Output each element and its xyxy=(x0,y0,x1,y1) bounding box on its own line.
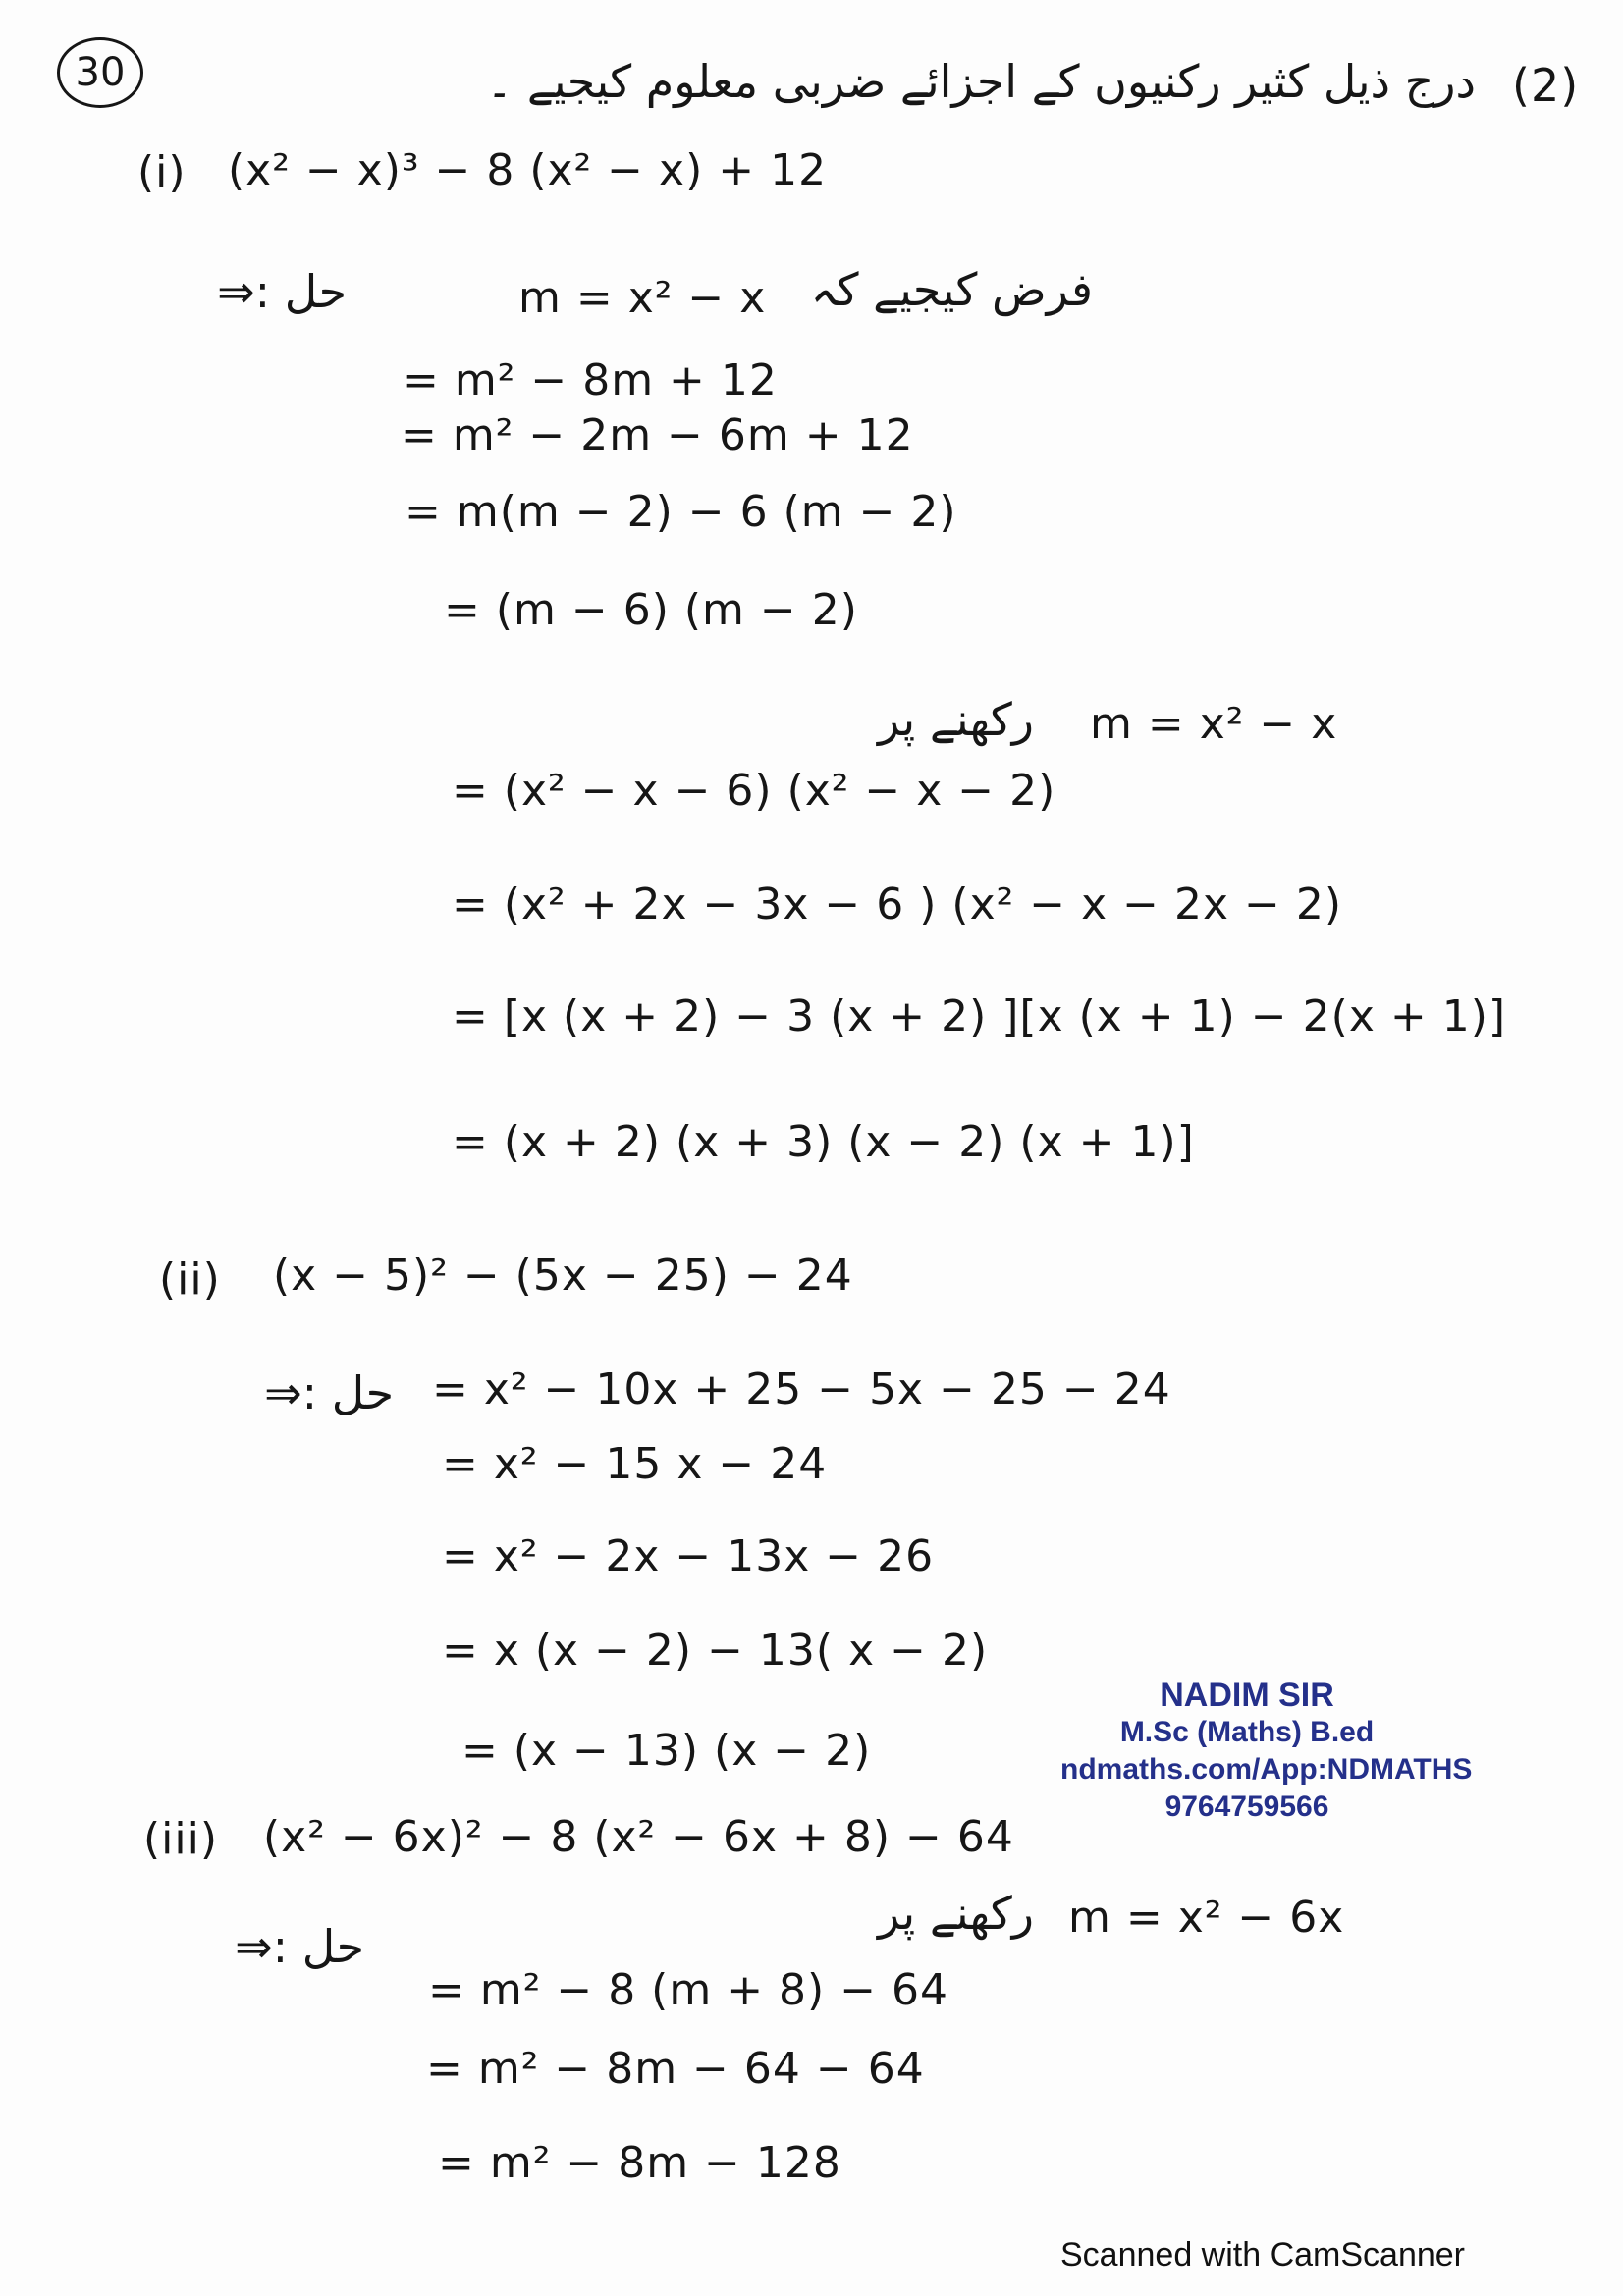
part-ii-problem: (x − 5)² − (5x − 25) − 24 xyxy=(273,1251,853,1301)
part-i-substitute-text: رکھنے پر xyxy=(878,693,1034,746)
teacher-stamp xyxy=(1060,1677,1473,1826)
part-i-step: = [x (x + 2) − 3 (x + 2) ][x (x + 1) − 2(x + 1)] xyxy=(452,991,1507,1041)
part-i-step: = m² − 2m − 6m + 12 xyxy=(401,410,914,460)
part-iii-step: = m² − 8m − 128 xyxy=(438,2138,841,2188)
part-i-label: (i) xyxy=(137,147,187,197)
part-i-step: = m² − 8m + 12 xyxy=(403,355,778,405)
part-ii-step: = (x − 13) (x − 2) xyxy=(461,1726,872,1776)
part-i-step: = (x² + 2x − 3x − 6 ) (x² − x − 2x − 2) xyxy=(452,880,1343,930)
part-iii-substitute-expr: m = x² − 6x xyxy=(1068,1893,1345,1943)
question-number: (2) xyxy=(1512,59,1580,112)
part-i-step: = (x + 2) (x + 3) (x − 2) (x + 1)] xyxy=(452,1117,1195,1167)
part-iii-solution-label: حل :⇒ xyxy=(235,1920,364,1973)
part-iii-problem: (x² − 6x)² − 8 (x² − 6x + 8) − 64 xyxy=(263,1812,1014,1862)
part-i-step: = m(m − 2) − 6 (m − 2) xyxy=(405,487,957,537)
part-ii-label: (ii) xyxy=(159,1255,221,1305)
part-iii-substitute-text: رکھنے پر xyxy=(878,1887,1034,1940)
page-number: 30 xyxy=(57,37,143,108)
part-ii-step: = x (x − 2) − 13( x − 2) xyxy=(442,1626,989,1676)
part-iii-step: = m² − 8 (m + 8) − 64 xyxy=(428,1965,949,2015)
part-i-assume-text: فرض کیجیے کہ xyxy=(810,263,1093,316)
part-ii-step: = x² − 15 x − 24 xyxy=(442,1439,828,1489)
stamp-name: NADIM SIR xyxy=(1160,1677,1334,1714)
part-i-assume-expr: m = x² − x xyxy=(518,273,767,323)
part-ii-solution-label: حل :⇒ xyxy=(264,1366,394,1419)
part-i-solution-label: حل :⇒ xyxy=(217,265,347,318)
stamp-website: ndmaths.com/App:NDMATHS xyxy=(1060,1753,1473,1786)
part-iii-label: (iii) xyxy=(143,1814,219,1864)
part-i-substitute-expr: m = x² − x xyxy=(1090,699,1338,749)
part-i-step: = (m − 6) (m − 2) xyxy=(444,585,858,635)
instruction-text: درج ذیل کثیر رکنیوں کے اجزائے ضربی معلوم کیجیے ۔ xyxy=(486,55,1476,108)
scanner-watermark: Scanned with CamScanner xyxy=(1060,2236,1466,2273)
part-ii-step: = x² − 10x + 25 − 5x − 25 − 24 xyxy=(432,1364,1171,1415)
stamp-phone: 9764759566 xyxy=(1164,1790,1329,1823)
part-i-step: = (x² − x − 6) (x² − x − 2) xyxy=(452,766,1056,816)
stamp-degree: M.Sc (Maths) B.ed xyxy=(1119,1716,1375,1748)
part-iii-step: = m² − 8m − 64 − 64 xyxy=(426,2044,925,2094)
part-ii-step: = x² − 2x − 13x − 26 xyxy=(442,1531,935,1581)
part-i-problem: (x² − x)³ − 8 (x² − x) + 12 xyxy=(228,145,828,195)
